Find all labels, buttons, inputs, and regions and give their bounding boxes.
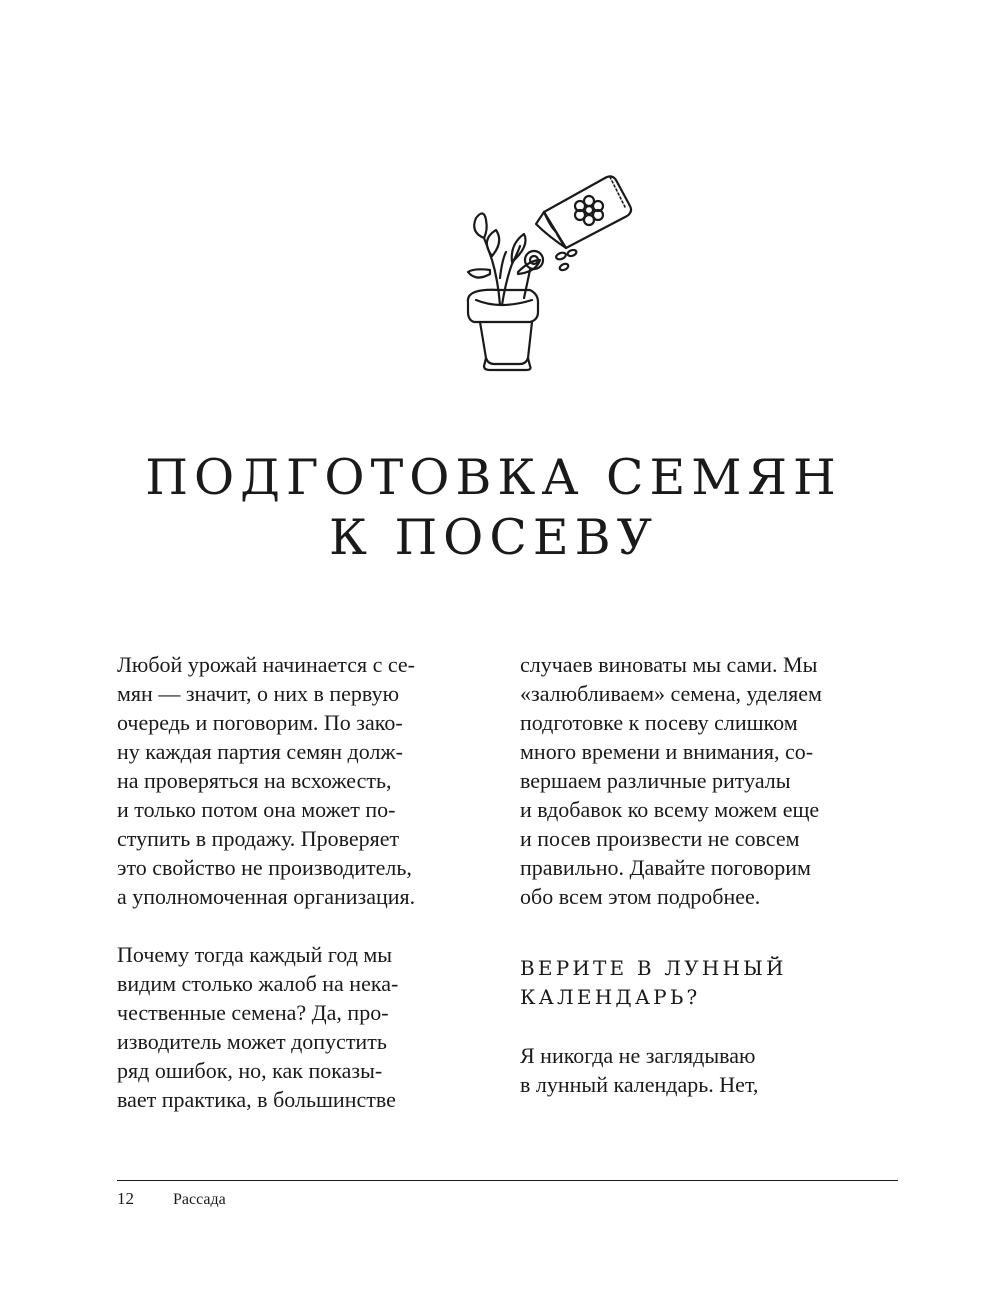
text-line: много времени и внимания, со- [520,739,814,764]
text-line: обо всем этом подробнее. [520,884,761,909]
text-line: и вдобавок ко всему можем еще [520,797,820,822]
page-footer [117,1189,226,1210]
text-line: правильно. Давайте поговорим [520,855,811,880]
section-subheading [520,954,900,1012]
seedling-and-seed-packet-icon [440,160,650,380]
text-line: случаев виноваты мы сами. Мы [520,652,818,677]
text-line: ступить в продажу. Проверяет [117,826,400,851]
text-line: и только потом она может по- [117,797,396,822]
seeds-icon [555,249,577,272]
text-line: видим столько жалоб на нека- [117,971,399,996]
text-line: вает практика, в большинстве [117,1087,396,1112]
text-line: вершаем различные ритуалы [520,768,791,793]
paragraph-1 [117,650,497,911]
subheading-line-1: ВЕРИТЕ В ЛУННЫЙ [520,956,787,980]
text-line: и посев произвести не совсем [520,826,800,851]
text-line: изводитель может допустить [117,1029,387,1054]
text-line: очередь и поговорим. По зако- [117,710,403,735]
seed-packet-icon [536,176,631,248]
paragraph-2 [117,940,497,1114]
text-line: Я никогда не заглядываю [520,1043,756,1068]
text-line: это свойство не производитель, [117,855,412,880]
left-column [117,650,497,1114]
page-number: 12 [117,1189,134,1208]
running-section-title: Рассада [173,1191,226,1208]
paragraph-3 [520,650,900,911]
text-line: а уполномоченная организация. [117,884,416,909]
text-line: Любой урожай начинается с се- [117,652,415,677]
text-line: ну каждая партия семян долж- [117,739,403,764]
footer-divider [117,1180,898,1181]
text-line: Почему тогда каждый год мы [117,942,393,967]
page-title [0,448,987,568]
paragraph-4 [520,1041,900,1099]
text-line: на проверяться на всхожесть, [117,768,392,793]
title-line-2: К ПОСЕВУ [328,509,659,566]
text-line: подготовке к посеву слишком [520,710,798,735]
right-column [520,650,900,1099]
title-line-1: ПОДГОТОВКА СЕМЯН [145,449,842,506]
text-line: ряд ошибок, но, как показы- [117,1058,383,1083]
text-line: «залюбливаем» семена, уделяем [520,681,822,706]
text-line: мян — значит, о них в первую [117,681,400,706]
text-line: чественные семена? Да, про- [117,1000,389,1025]
subheading-line-2: КАЛЕНДАРЬ? [520,985,701,1009]
text-line: в лунный календарь. Нет, [520,1072,759,1097]
